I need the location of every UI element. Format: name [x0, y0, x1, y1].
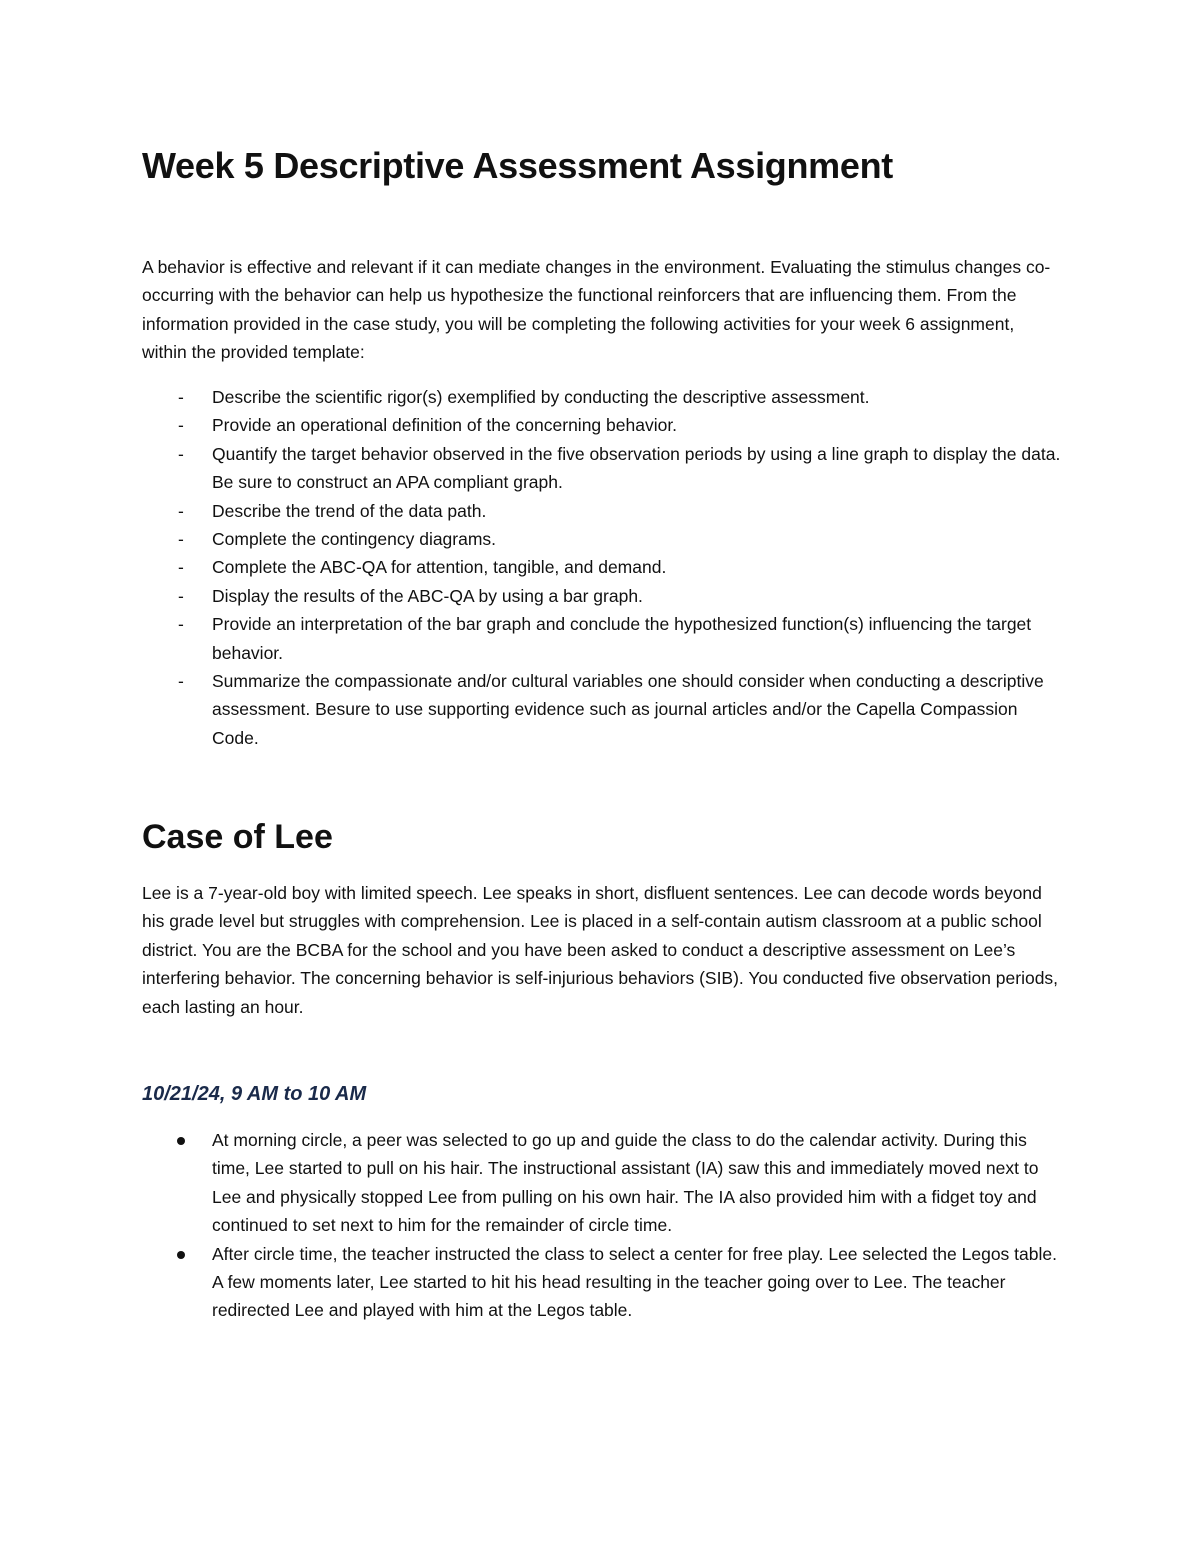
activity-text: Complete the contingency diagrams. [212, 529, 497, 550]
case-heading: Case of Lee [142, 818, 333, 856]
list-item [142, 667, 1062, 752]
dash-marker: - [178, 387, 184, 407]
list-item [142, 411, 1062, 439]
list-item [142, 497, 1062, 525]
intro-paragraph: A behavior is effective and relevant if it can mediate changes in the environment. Evaluating the stimulus changes co-occurring with the behavior can help us hypothesize the functional reinforcers that are influencing them. From the information provided in the case study, you will be completing the following activities for your week 6 assignment, within the provided template: [142, 257, 1051, 363]
list-item [142, 1240, 1062, 1325]
activity-text: Provide an operational definition of the concerning behavior. [212, 415, 678, 436]
list-item [142, 582, 1062, 610]
activity-text: Describe the trend of the data path. [212, 500, 487, 521]
bullet-dot-icon [177, 1251, 185, 1259]
list-item [142, 440, 1062, 497]
activity-text: Describe the scientific rigor(s) exemplified by conducting the descriptive assessment. [212, 387, 870, 407]
observation-heading: 10/21/24, 9 AM to 10 AM [142, 1083, 367, 1105]
dash-marker: - [178, 557, 184, 578]
list-item [142, 525, 1062, 553]
list-item [142, 553, 1062, 581]
activity-text: Provide an interpretation of the bar graph and conclude the hypothesized function(s) influencing the target behavior. [212, 614, 1032, 663]
bullet-dot-icon [177, 1137, 185, 1145]
list-item [142, 1126, 1062, 1240]
observation-text: At morning circle, a peer was selected to go up and guide the class to do the calendar activity. During this time, Lee started to pull on his hair. The instructional assistant (IA) saw this and immediately moved next to Lee and physically stopped Lee from pulling on his own hair. The IA also provided him with a fidget toy and continued to set next to him for the remainder of circle time. [212, 1130, 1039, 1236]
dash-marker: - [178, 443, 184, 464]
dash-marker: - [178, 614, 184, 635]
observation-text: After circle time, the teacher instructed the class to select a center for free play. Lee selected the Legos table. A few moments later, Lee started to hit his head resulting in the teacher going over to Lee. The teacher redirected Lee and played with him at the Legos table. [212, 1243, 1057, 1321]
activity-text: Summarize the compassionate and/or cultural variables one should consider when conducting a descriptive assessment. Besure to use supporting evidence such as journal articles and/or the Capella Compassion Code. [212, 671, 1044, 748]
dash-marker: - [178, 500, 184, 521]
activity-text: Complete the ABC-QA for attention, tangible, and demand. [212, 557, 667, 578]
observation-list [142, 1126, 1062, 1325]
dash-marker: - [178, 529, 184, 550]
list-item [142, 610, 1062, 667]
dash-marker: - [178, 671, 184, 692]
case-paragraph: Lee is a 7-year-old boy with limited speech. Lee speaks in short, disfluent sentences. Lee can decode words beyond his grade level but struggles with comprehension. Lee is placed in a self-contain autism classroom at a public school district. You are the BCBA for the school and you have been asked to conduct a descriptive assessment on Lee’s interfering behavior. The concerning behavior is self-injurious behaviors (SIB). You conducted five observation periods, each lasting an hour. [142, 883, 1059, 1017]
document-title: Week 5 Descriptive Assessment Assignment [142, 145, 893, 186]
dash-marker: - [178, 585, 184, 606]
activity-text: Display the results of the ABC-QA by using a bar graph. [212, 585, 643, 606]
activity-list [142, 383, 1062, 752]
dash-marker: - [178, 415, 184, 436]
activity-text: Quantify the target behavior observed in the five observation periods by using a line graph to display the data. Be sure to construct an APA compliant graph. [212, 443, 1061, 493]
list-item [142, 383, 1062, 411]
